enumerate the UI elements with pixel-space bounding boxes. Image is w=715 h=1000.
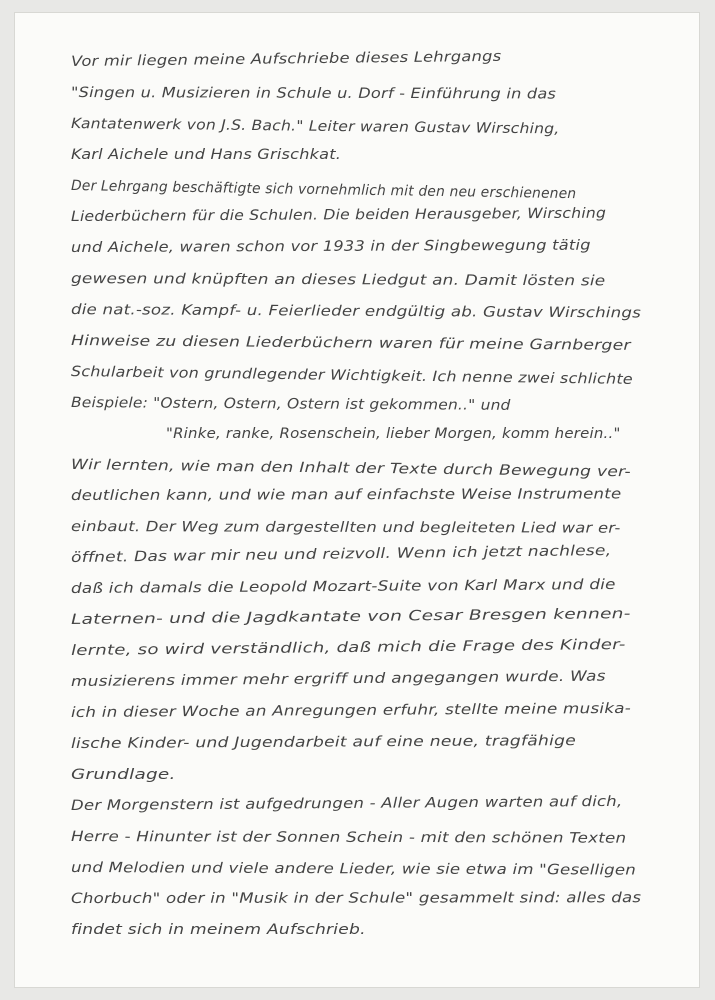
handwritten-line: Chorbuch" oder in "Musik in der Schule" gesammelt sind: alles das — [70, 890, 642, 907]
handwritten-line: ich in dieser Woche an Anregungen erfuhr, stellte meine musika- — [70, 700, 632, 721]
handwritten-line: Wir lernten, wie man den Inhalt der Texte durch Bewegung ver- — [70, 457, 631, 481]
handwritten-line: Herre - Hinunter ist der Sonnen Schein - mit den schönen Texten — [70, 829, 627, 847]
handwritten-line: Liederbüchern für die Schulen. Die beiden Herausgeber, Wirsching — [70, 205, 607, 225]
handwritten-line: öffnet. Das war mir neu und reizvoll. Wenn ich jetzt nachlese, — [70, 542, 612, 566]
handwritten-line: Vor mir liegen meine Aufschriebe dieses Lehrgangs — [70, 48, 502, 70]
handwritten-line: daß ich damals die Leopold Mozart-Suite von Karl Marx und die — [70, 576, 616, 597]
handwritten-page — [14, 12, 700, 988]
handwritten-line: "Rinke, ranke, Rosenschein, lieber Morgen, komm herein.." — [166, 426, 621, 442]
handwritten-line: und Aichele, waren schon vor 1933 in der Singbewegung tätig — [70, 237, 591, 256]
handwritten-line: musizierens immer mehr ergriff und angegangen wurde. Was — [70, 668, 606, 690]
handwritten-line: Kantatenwerk von J.S. Bach." Leiter waren Gustav Wirsching, — [70, 116, 560, 138]
handwritten-line: "Singen u. Musizieren in Schule u. Dorf - Einführung in das — [70, 85, 557, 103]
handwritten-line: Laternen- und die Jagdkantate von Cesar Bresgen kennen- — [70, 606, 631, 628]
handwritten-line: deutlichen kann, und wie man auf einfachste Weise Instrumente — [70, 486, 622, 504]
handwritten-line: einbaut. Der Weg zum dargestellten und begleiteten Lied war er- — [70, 519, 621, 537]
handwritten-line: Schularbeit von grundlegender Wichtigkeit. Ich nenne zwei schlichte — [70, 364, 634, 388]
handwritten-line: Beispiele: "Ostern, Ostern, Ostern ist gekommen.." und — [70, 395, 511, 414]
handwritten-line: Der Lehrgang beschäftigte sich vornehmlich mit den neu erschienenen — [70, 178, 577, 203]
handwritten-line: Der Morgenstern ist aufgedrungen - Aller Augen warten auf dich, — [70, 793, 623, 814]
handwritten-line: die nat.-soz. Kampf- u. Feierlieder endgültig ab. Gustav Wirschings — [70, 302, 642, 322]
handwritten-line: gewesen und knüpften an dieses Liedgut an. Damit lösten sie — [70, 271, 606, 290]
handwritten-line: lernte, so wird verständlich, daß mich die Frage des Kinder- — [70, 636, 626, 659]
handwritten-line: lische Kinder- und Jugendarbeit auf eine neue, tragfähige — [70, 733, 577, 752]
handwritten-line: und Melodien und viele andere Lieder, wie sie etwa im "Geselligen — [70, 860, 637, 879]
handwritten-line: Karl Aichele und Hans Grischkat. — [71, 147, 342, 163]
handwritten-line: Hinweise zu diesen Liederbüchern waren für meine Garnberger — [70, 333, 631, 354]
handwritten-line: Grundlage. — [71, 767, 176, 783]
handwritten-line: findet sich in meinem Aufschrieb. — [71, 922, 366, 938]
